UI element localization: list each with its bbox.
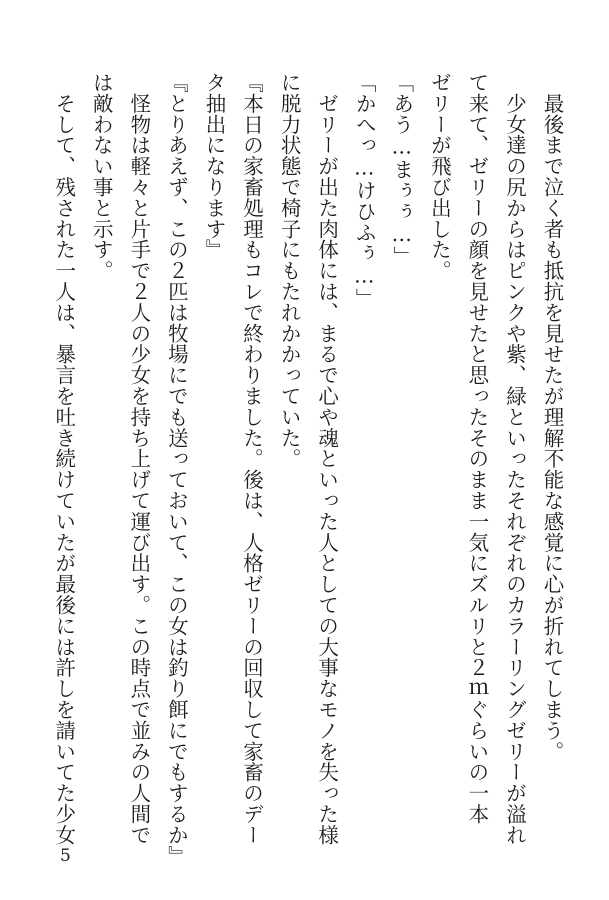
text-line: タ抽出になります』: [201, 72, 226, 261]
text-line: そして、残された一人は、暴言を吐き続けていたが最後には許しを請いてた少女: [51, 72, 76, 846]
text-line: は敵わない事と示す。: [89, 72, 114, 281]
text-line: 『とりあえず、この２匹は牧場にでも送っておいて、この女は釣り餌にでもするか』: [164, 72, 189, 867]
text-line: 最後まで泣く者も抵抗を見せたが理解不能な感覚に心が折れてしまう。: [540, 72, 564, 762]
text-line: ゼリーが出た肉体には、まるで心や魂といった人としての大事なモノを失った様: [314, 72, 339, 846]
text-line: 「あう…まぅぅ…」: [389, 72, 414, 268]
vertical-text-body: [51, 72, 570, 867]
text-line: 「かへっ…けひふぅ…」: [352, 72, 377, 309]
text-line: 少女達の尻からはピンクや紫、緑といったそれぞれのカラーリングゼリーが溢れ: [502, 72, 527, 846]
text-line: て来て、ゼリーの顔を見せたと思ったそのまま一気にズルリと２ｍぐらいの一本: [464, 72, 489, 825]
text-line: 怪物は軽々と片手で２人の少女を持ち上げて運び出す。この時点で並みの人間で: [126, 72, 151, 846]
text-line: に脱力状態で椅子にもたれかかっていた。: [277, 72, 302, 470]
text-line: ゼリーが飛び出した。: [427, 72, 452, 281]
text-line: 『本日の家畜処理もコレで終わりました。後は、人格ゼリーの回収して家畜のデー: [239, 72, 264, 846]
page-number: 5: [60, 846, 71, 866]
